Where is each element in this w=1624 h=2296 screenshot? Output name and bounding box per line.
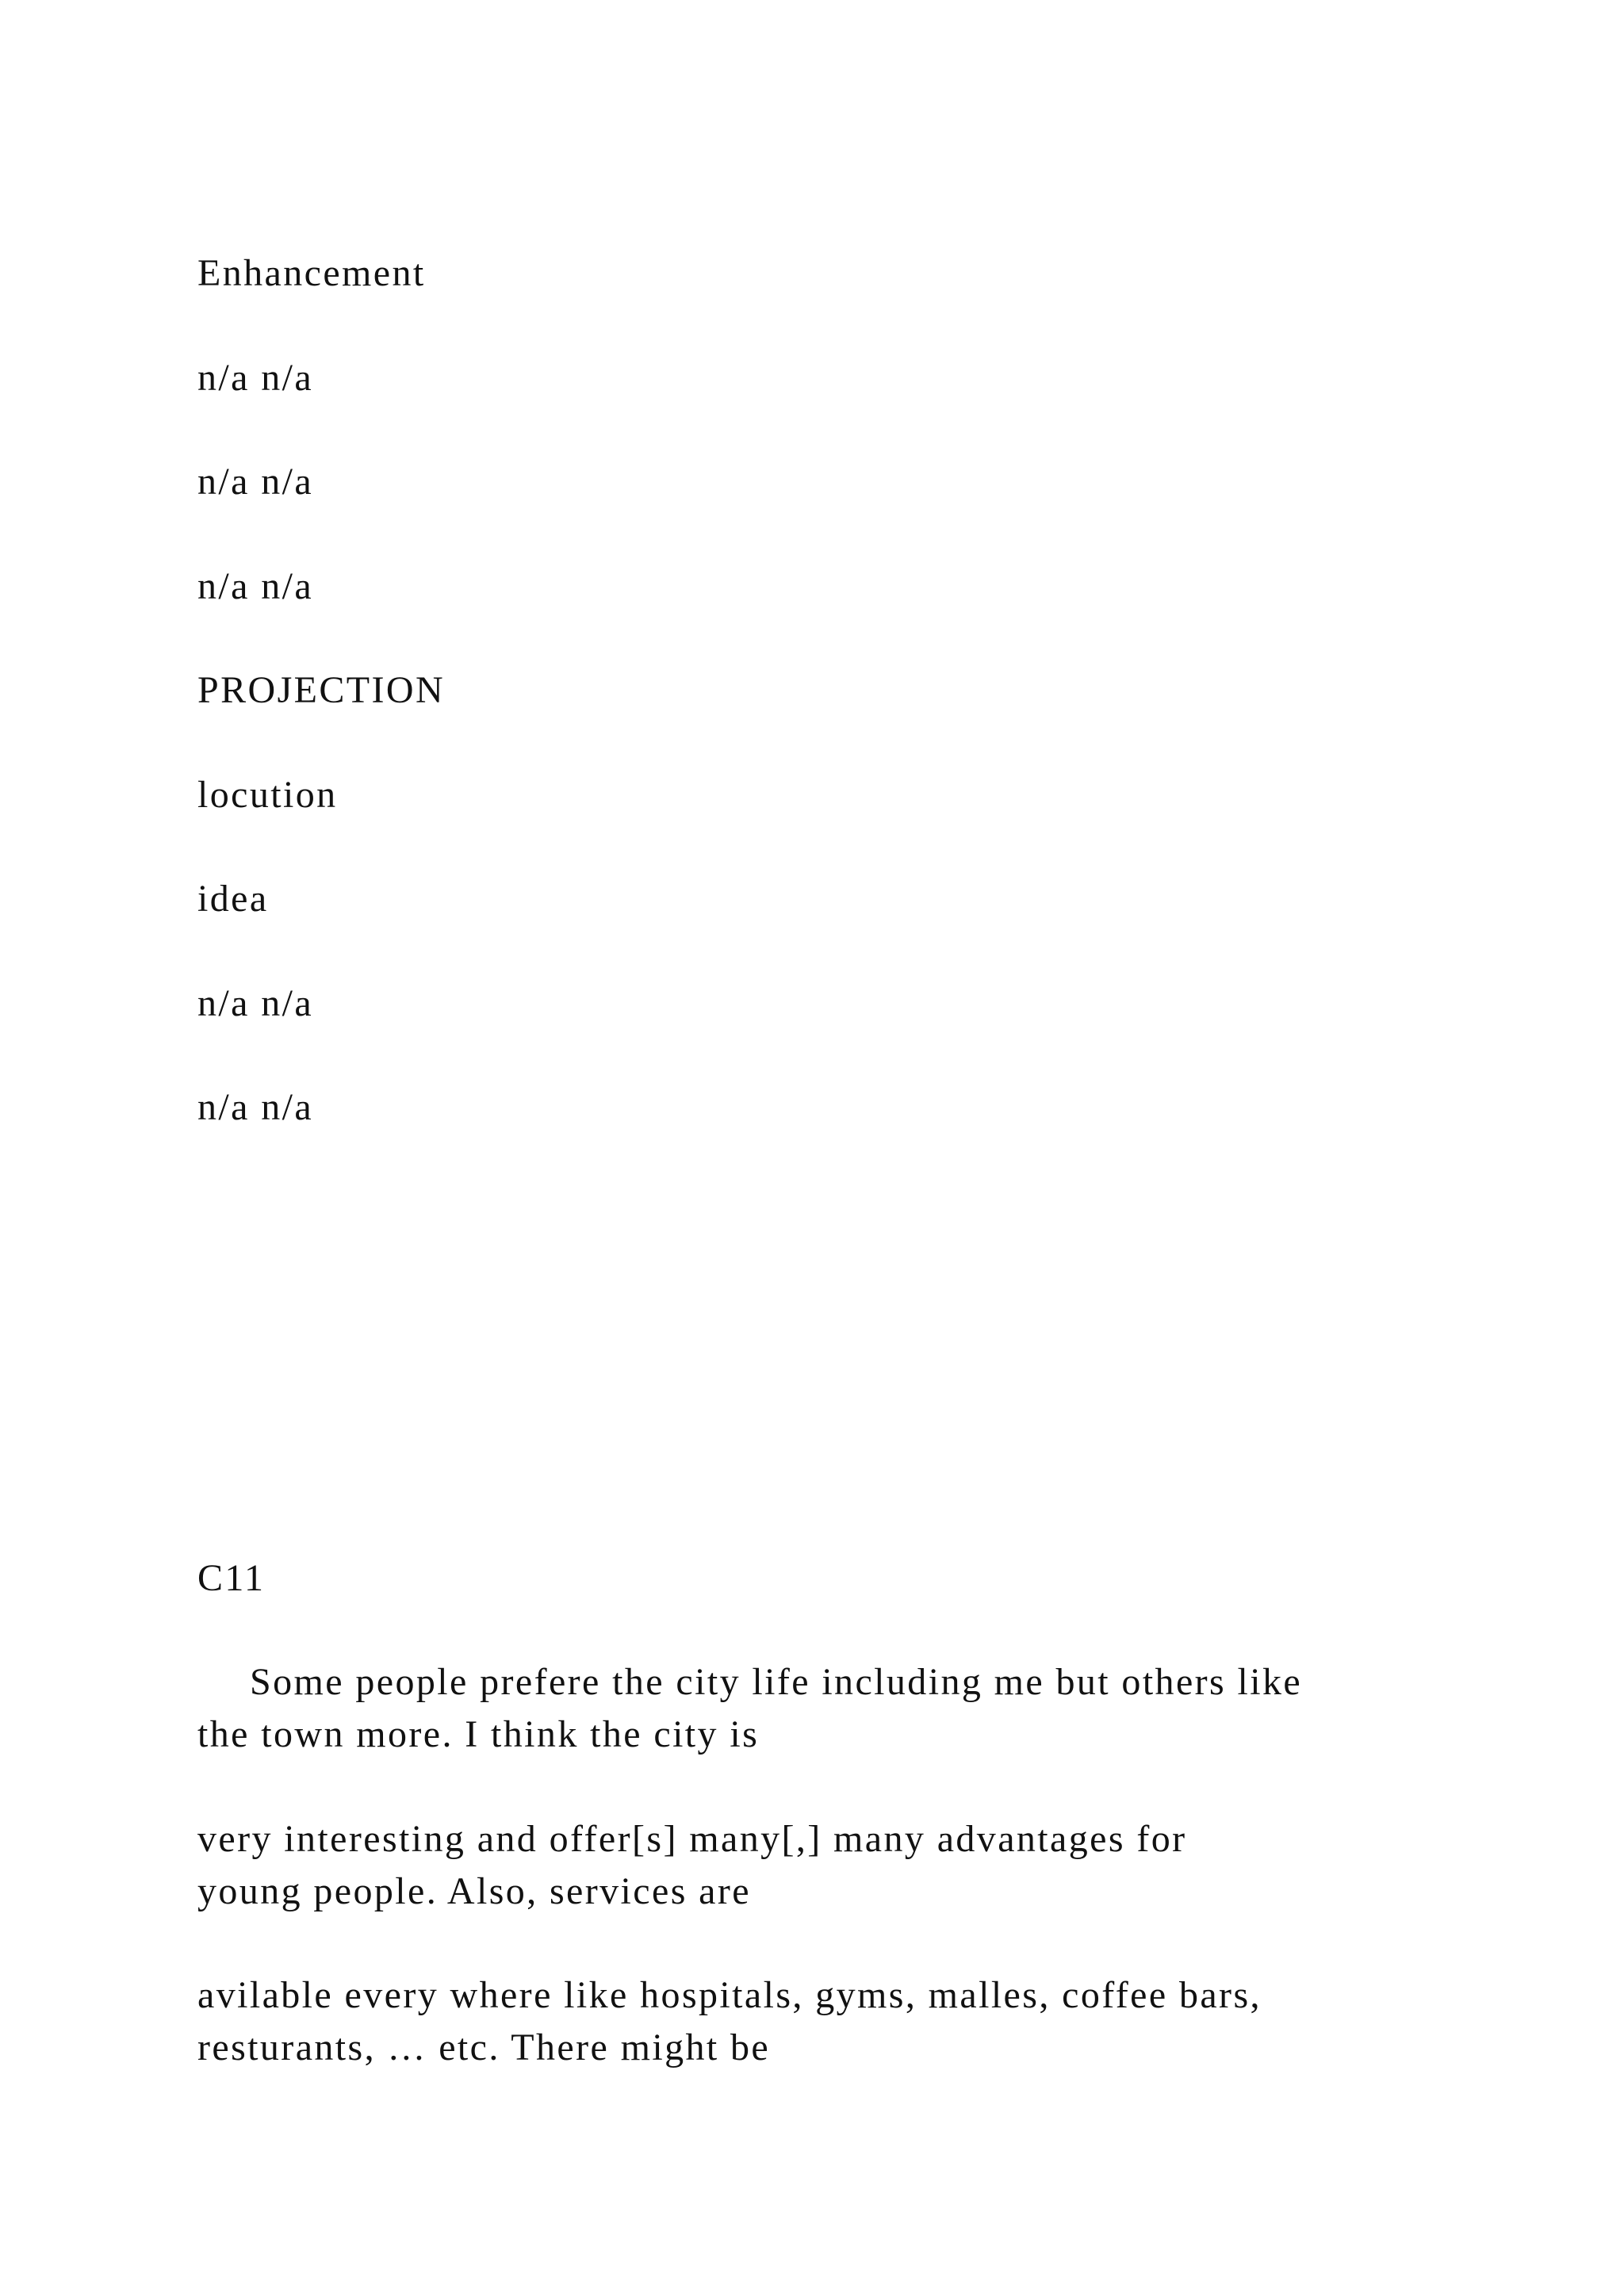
text-line-locution: locution [197,774,338,816]
essay-line: very interesting and offer[s] many[,] many advantages for [197,1818,1187,1860]
text-line: n/a n/a [197,357,314,399]
essay-line: resturants, … etc. There might be [197,2026,771,2068]
essay-line: young people. Also, services are [197,1870,751,1912]
text-line-projection: PROJECTION [197,669,446,711]
text-line: n/a n/a [197,982,314,1024]
text-line: n/a n/a [197,1086,314,1128]
text-line-idea: idea [197,878,269,920]
essay-line: Some people prefere the city life including me but others like [250,1661,1303,1703]
essay-line: avilable every where like hospitals, gyms, malles, coffee bars, [197,1974,1262,2016]
text-line: n/a n/a [197,565,314,607]
text-line: n/a n/a [197,461,314,503]
text-line-enhancement: Enhancement [197,252,426,294]
section-label: C11 [197,1557,266,1599]
essay-line: the town more. I think the city is [197,1713,760,1755]
